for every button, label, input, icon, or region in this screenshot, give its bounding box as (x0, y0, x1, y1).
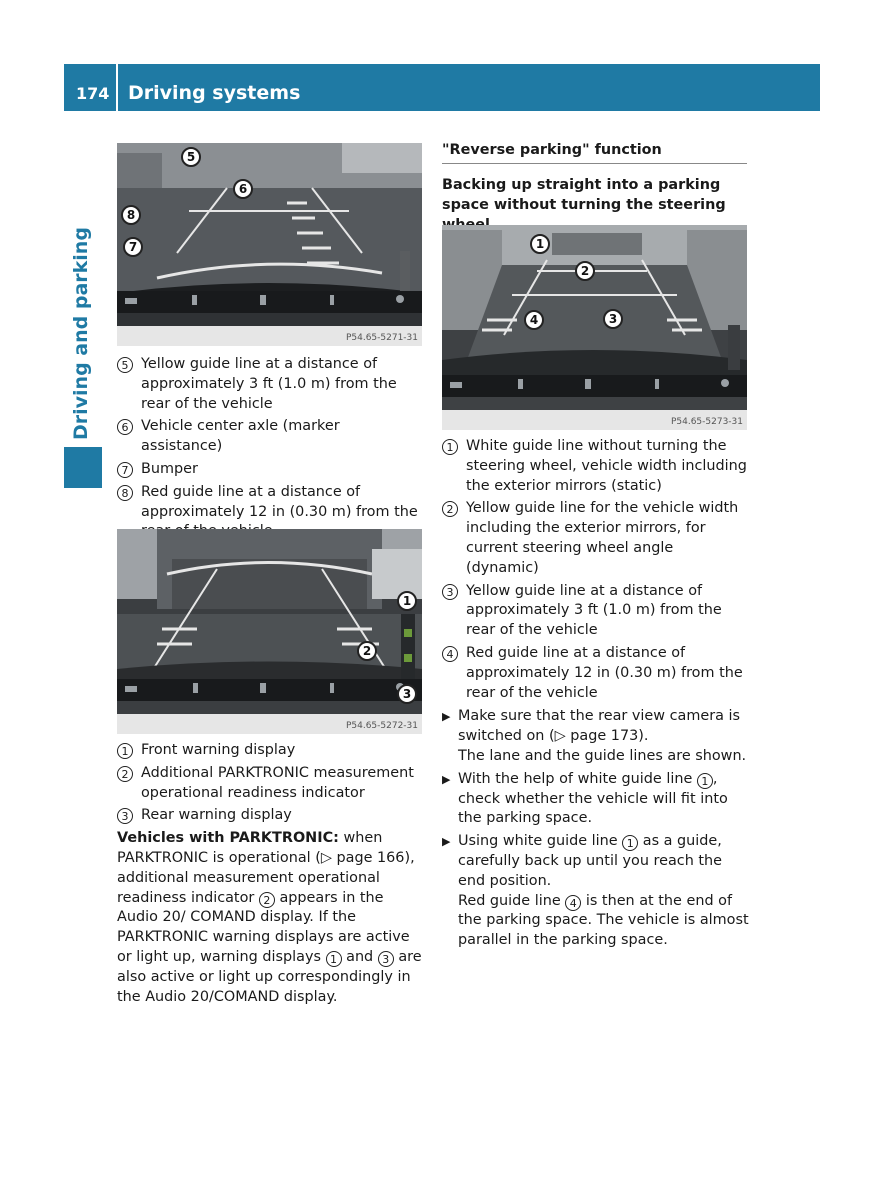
callout-6: 6 (233, 179, 253, 199)
callout-1: 1 (397, 591, 417, 611)
instruction-step: ▶ With the help of white guide line 1 , check whether the vehicle will fit into the parking space. (442, 770, 728, 827)
camera-view-illustration-1 (117, 143, 422, 326)
camera-figure-2 (117, 529, 422, 734)
callout-2: 2 (575, 261, 595, 281)
camera-view-illustration-2 (117, 529, 422, 714)
instruction-step: ▶ Using white guide line 1 as a guide, carefully back up until you reach the end position. Red guide line 4 is then at the end of the parking space. The vehicle is almost parallel in the parking space. (442, 833, 749, 949)
figure-code-3: P54.65-5273-31 (670, 417, 743, 427)
legend-list-3 (442, 437, 750, 954)
legend-list-1 (117, 355, 425, 545)
legend-list-2 (117, 741, 427, 1007)
camera-figure-1 (117, 143, 422, 346)
list-item: 3 Rear warning display (117, 806, 427, 826)
figure-code-1: P54.65-5271-31 (345, 333, 418, 343)
chapter-title: Driving systems (128, 82, 301, 104)
camera-image-1 (117, 143, 422, 326)
list-item: 6 Vehicle center axle (marker assistance) (117, 417, 425, 457)
camera-image-2 (117, 529, 422, 714)
list-item: 8 Red guide line at a distance of approximately 12 in (0.30 m) from the (117, 483, 425, 542)
camera-figure-3 (442, 225, 747, 430)
camera-image-3 (442, 225, 747, 410)
page-number: 174 (76, 84, 110, 103)
callout-7: 7 (123, 237, 143, 257)
subheading: Backing up straight into a parking space without turning the steering (442, 177, 726, 213)
callout-3: 3 (397, 684, 417, 704)
step-arrow-icon: ▶ (442, 772, 451, 786)
parktronic-paragraph: Vehicles with PARKTRONIC: when PARKTRONIC is operational (▷ page 166), additional measurement operational readiness indicator 2 appears in the Audio 20/ COMAND display. If the PARKTRONIC warning displays are active or light up, warning displays 1 and 3 are also active or light up correspondingly in the Audio 20/COMAND display. (117, 830, 422, 1005)
header-divider (116, 64, 118, 111)
list-item: 2 Additional PARKTRONIC measurement operational readiness indicator (117, 764, 427, 804)
figure-code-2: P54.65-5272-31 (345, 721, 418, 731)
callout-4: 4 (524, 310, 544, 330)
list-item: 1 White guide line without turning the steering wheel, vehicle width including the exterior mirrors (static) (442, 437, 750, 496)
callout-1: 1 (530, 234, 550, 254)
list-item: 5 Yellow guide line at a distance of approximately 3 ft (1.0 m) from the rear of the vehicle (117, 355, 425, 414)
list-item: 2 Yellow guide line for the vehicle width including the exterior mirrors, for current steering wheel angle (dynamic) (442, 499, 750, 578)
camera-view-illustration-3 (442, 225, 747, 410)
callout-3: 3 (603, 309, 623, 329)
section-title: "Reverse parking" function (442, 142, 662, 158)
list-item: 7 Bumper (117, 460, 425, 480)
callout-2: 2 (357, 641, 377, 661)
section-rule (442, 163, 747, 164)
callout-8: 8 (121, 205, 141, 225)
step-arrow-icon: ▶ (442, 710, 451, 724)
step-arrow-icon: ▶ (442, 835, 451, 849)
side-tab-marker (64, 447, 102, 488)
list-item: 3 Yellow guide line at a distance of approximately 3 ft (1.0 m) from the rear of the vehicle (442, 582, 750, 641)
page-reference-link[interactable]: ▷ page 173 (554, 728, 639, 745)
instruction-step: ▶ Make sure that the rear view camera is switched on (▷ page 173). The lane and the guide lines are shown. (442, 708, 747, 764)
side-tab-label: Driving and parking (70, 227, 92, 440)
page-reference-link[interactable]: ▷ page 166 (320, 849, 405, 866)
callout-5: 5 (181, 147, 201, 167)
list-item: 4 Red guide line at a distance of approximately 12 in (0.30 m) from the rear of the vehicle (442, 644, 750, 703)
list-item: 1 Front warning display (117, 741, 427, 761)
